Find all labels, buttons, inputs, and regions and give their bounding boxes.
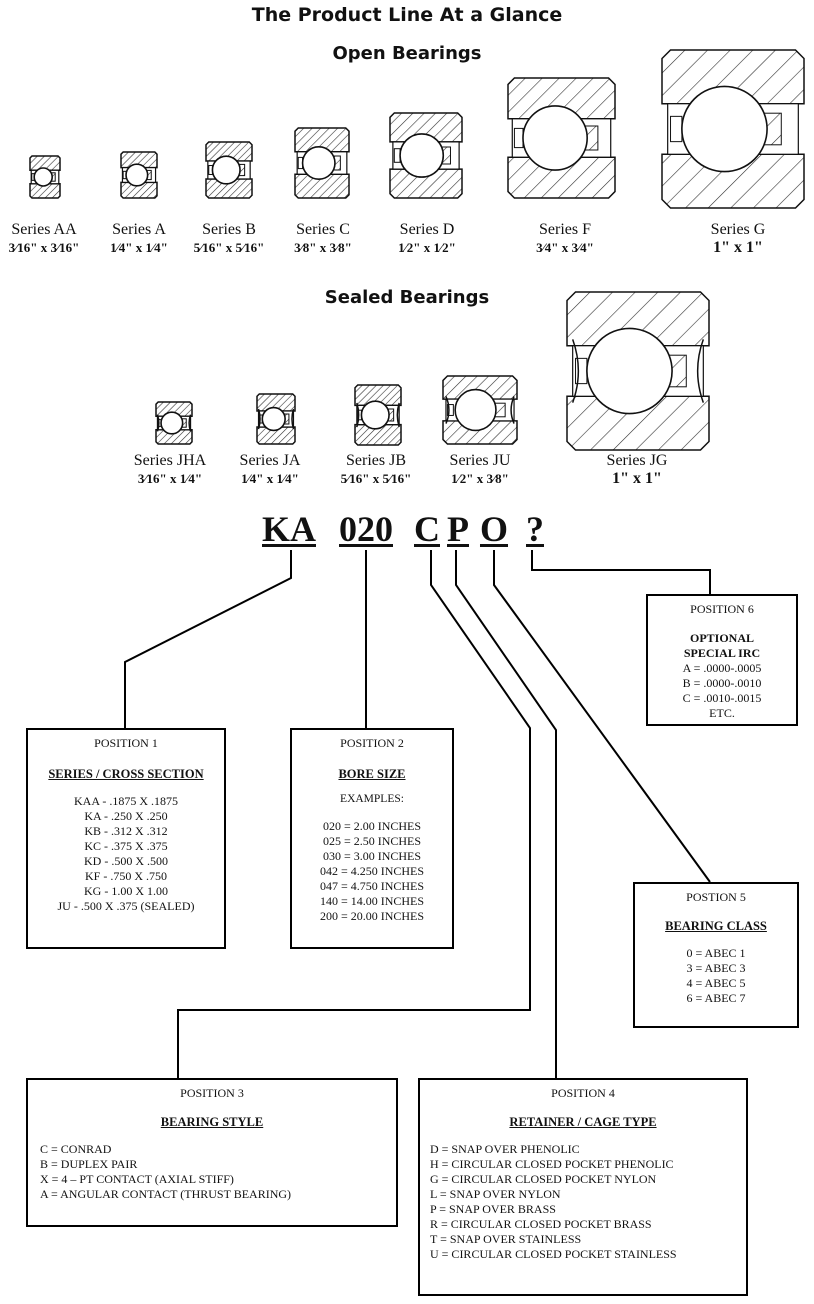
- position-title: SERIES / CROSS SECTION: [48, 767, 204, 781]
- series-name: Series C: [296, 221, 350, 238]
- series-dims: 3⁄4" x 3⁄4": [536, 240, 594, 255]
- series-name: Series A: [112, 221, 166, 238]
- series-name: Series F: [539, 221, 591, 238]
- list-item: KAA - .1875 X .1875: [74, 794, 178, 808]
- position-title: BEARING STYLE: [160, 1115, 264, 1129]
- position-2-list: [292, 819, 452, 924]
- list-item: C = CONRAD: [40, 1142, 112, 1156]
- sealed-bearings-heading: Sealed Bearings: [324, 287, 490, 308]
- list-item: A = .0000-.0005: [682, 661, 762, 675]
- list-item: JU - .500 X .375 (SEALED): [57, 899, 195, 913]
- list-item: KG - 1.00 X 1.00: [84, 884, 168, 898]
- position-4-box: [418, 1078, 748, 1296]
- code-style: C: [414, 509, 440, 549]
- series-dims: 1⁄2" x 3⁄8": [451, 471, 509, 486]
- series-dims: 1⁄4" x 1⁄4": [241, 471, 299, 486]
- list-item: G = CIRCULAR CLOSED POCKET NYLON: [430, 1172, 657, 1186]
- list-item: 6 = ABEC 7: [686, 991, 746, 1005]
- series-name: Series JHA: [133, 452, 207, 469]
- series-name: Series JA: [239, 452, 301, 469]
- connector-position-1: [125, 550, 291, 728]
- list-item: 4 = ABEC 5: [686, 976, 746, 990]
- position-title: BEARING CLASS: [665, 919, 767, 933]
- connector-position-4: [456, 550, 556, 1078]
- series-dims: 1⁄2" x 1⁄2": [398, 240, 456, 255]
- position-4-list: [430, 1142, 746, 1262]
- list-item: X = 4 – PT CONTACT (AXIAL STIFF): [40, 1172, 234, 1186]
- list-item: A = ANGULAR CONTACT (THRUST BEARING): [40, 1187, 292, 1201]
- list-item: KD - .500 X .500: [84, 854, 168, 868]
- list-item: B = .0000-.0010: [682, 676, 762, 690]
- position-label: POSTION 5: [686, 890, 746, 904]
- list-item: R = CIRCULAR CLOSED POCKET BRASS: [430, 1217, 652, 1231]
- series-name: Series G: [710, 221, 766, 238]
- position-footer: ETC.: [709, 706, 735, 720]
- series-dims: 5⁄16" x 5⁄16": [193, 240, 265, 255]
- position-1-list: [28, 794, 224, 914]
- list-item: 140 = 14.00 INCHES: [319, 894, 425, 908]
- position-1-box: [26, 728, 226, 949]
- position-title: RETAINER / CAGE TYPE: [509, 1115, 657, 1129]
- position-3-list: [40, 1142, 396, 1202]
- series-dims: 3⁄16" x 1⁄4": [137, 471, 203, 486]
- list-item: D = SNAP OVER PHENOLIC: [430, 1142, 580, 1156]
- position-title-2: SPECIAL IRC: [683, 646, 761, 660]
- position-label: POSITION 2: [340, 736, 404, 750]
- connector-position-6: [532, 550, 710, 594]
- position-title: BORE SIZE: [338, 767, 406, 781]
- list-item: KC - .375 X .375: [84, 839, 168, 853]
- list-item: KB - .312 X .312: [84, 824, 168, 838]
- series-dims: 3⁄8" x 3⁄8": [294, 240, 352, 255]
- code-retainer: P: [447, 509, 469, 549]
- position-2-box: [290, 728, 454, 949]
- page-title: The Product Line At a Glance: [251, 4, 563, 26]
- position-6-box: [646, 594, 798, 726]
- list-item: 3 = ABEC 3: [686, 961, 746, 975]
- list-item: 042 = 4.250 INCHES: [319, 864, 425, 878]
- list-item: 200 = 20.00 INCHES: [319, 909, 425, 923]
- position-5-box: [633, 882, 799, 1028]
- position-label: POSITION 3: [180, 1086, 244, 1100]
- list-item: U = CIRCULAR CLOSED POCKET STAINLESS: [430, 1247, 677, 1261]
- list-item: 030 = 3.00 INCHES: [322, 849, 422, 863]
- code-class: O: [479, 509, 509, 549]
- list-item: 047 = 4.750 INCHES: [319, 879, 425, 893]
- list-item: T = SNAP OVER STAINLESS: [430, 1232, 582, 1246]
- series-dims: 1" x 1": [713, 239, 763, 256]
- list-item: L = SNAP OVER NYLON: [430, 1187, 561, 1201]
- list-item: 0 = ABEC 1: [686, 946, 746, 960]
- position-title: OPTIONAL: [689, 631, 754, 645]
- position-label: POSITION 1: [94, 736, 158, 750]
- series-name: Series JG: [606, 452, 668, 469]
- list-item: 020 = 2.00 INCHES: [322, 819, 422, 833]
- code-irc: ?: [526, 509, 544, 549]
- position-label: POSITION 6: [690, 602, 754, 616]
- series-name: Series JU: [449, 452, 511, 469]
- list-item: H = CIRCULAR CLOSED POCKET PHENOLIC: [430, 1157, 674, 1171]
- series-dims: 1" x 1": [612, 470, 662, 487]
- series-name: Series B: [202, 221, 256, 238]
- series-name: Series JB: [346, 452, 406, 469]
- position-6-list: [648, 661, 796, 706]
- list-item: 025 = 2.50 INCHES: [322, 834, 422, 848]
- series-dims: 5⁄16" x 5⁄16": [340, 471, 412, 486]
- open-bearings-heading: Open Bearings: [332, 43, 482, 64]
- position-subtitle: EXAMPLES:: [340, 793, 404, 805]
- series-dims: 1⁄4" x 1⁄4": [110, 240, 168, 255]
- code-series: KA: [262, 509, 316, 549]
- code-bore: 020: [339, 509, 393, 549]
- position-5-list: [635, 946, 797, 1006]
- list-item: KF - .750 X .750: [84, 869, 167, 883]
- series-name: Series AA: [11, 221, 77, 238]
- list-item: B = DUPLEX PAIR: [40, 1157, 138, 1171]
- position-3-box: [26, 1078, 398, 1227]
- list-item: P = SNAP OVER BRASS: [430, 1202, 556, 1216]
- list-item: C = .0010-.0015: [682, 691, 762, 705]
- list-item: KA - .250 X .250: [84, 809, 168, 823]
- series-dims: 3⁄16" x 3⁄16": [8, 240, 80, 255]
- position-label: POSITION 4: [551, 1086, 615, 1100]
- series-name: Series D: [399, 221, 455, 238]
